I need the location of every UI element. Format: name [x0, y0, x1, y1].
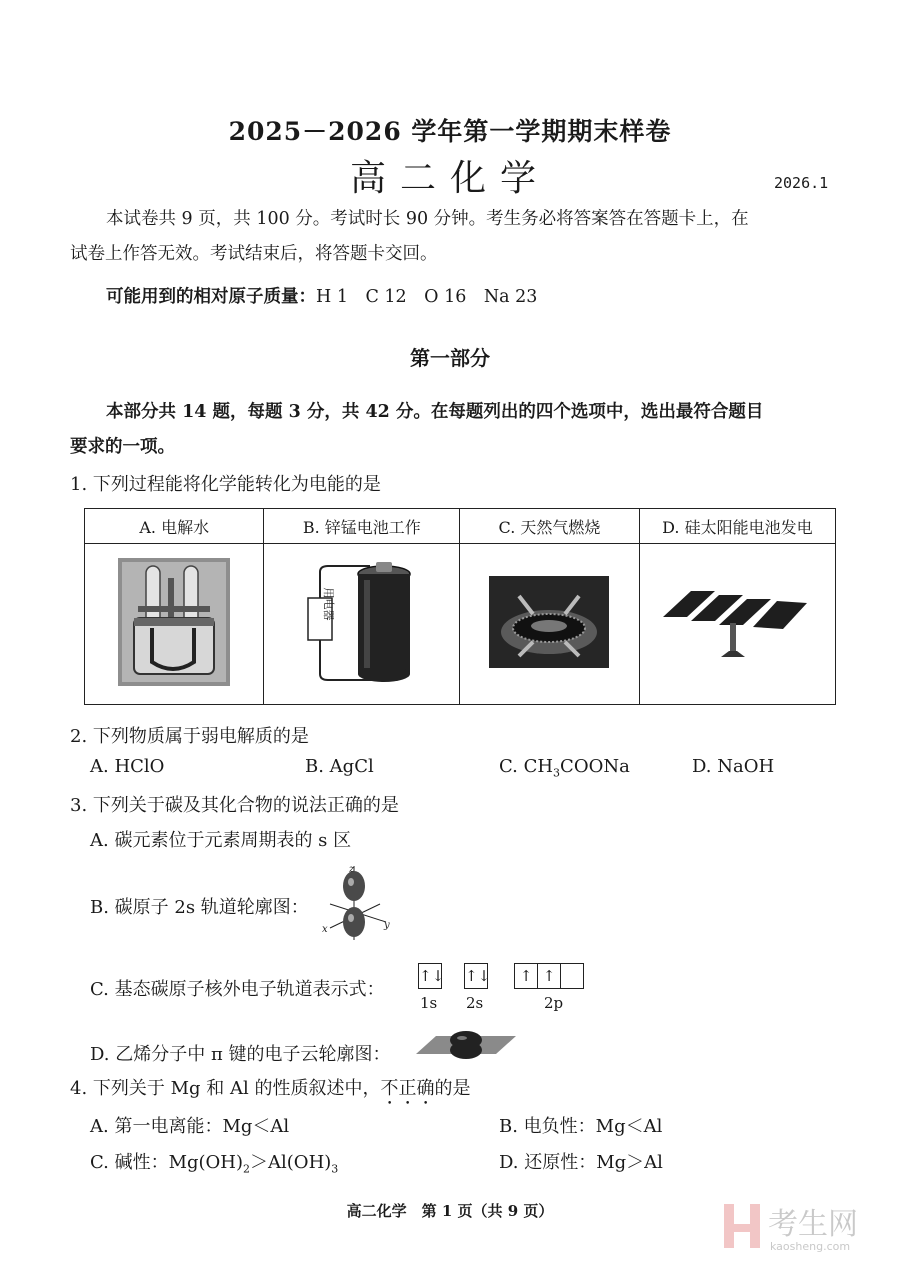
- atomic-masses-values: H 1 C 12 O 16 Na 23: [316, 287, 538, 307]
- orbital-2p-group: [514, 963, 584, 989]
- orbital-2s-label: 2s: [466, 994, 484, 1012]
- orbital-2s-box: ↑↓: [464, 963, 488, 989]
- axis-x-label: x: [322, 924, 328, 935]
- q4-stem-suffix: 的是: [434, 1078, 471, 1099]
- q4-c-prefix: C. 碱性：Mg(OH): [90, 1152, 244, 1173]
- watermark-logo-icon: [724, 1204, 760, 1248]
- atomic-masses-label: 可能用到的相对原子质量：: [106, 287, 316, 307]
- axis-z-label: z: [349, 864, 355, 875]
- watermark-brand: 考生网: [768, 1207, 858, 1242]
- q4-stem-emphasis: 不正确: [380, 1078, 435, 1099]
- pi-bond-diagram: [416, 1024, 516, 1064]
- q1-option-b: B. 锌锰电池工作: [264, 509, 460, 544]
- electrolysis-image: [85, 544, 264, 705]
- orbital-2s-group: [464, 963, 491, 989]
- question-4-stem: [70, 1074, 471, 1109]
- watermark-url: kaosheng.com: [770, 1240, 851, 1253]
- q4-c-sub1: 2: [243, 1162, 251, 1176]
- q4-option-a: A. 第一电离能：Mg＜Al: [90, 1116, 290, 1137]
- q3-option-c: C. 基态碳原子核外电子轨道表示式：: [90, 979, 385, 1000]
- atomic-masses: [70, 280, 876, 315]
- exam-date: 2026.1: [774, 174, 829, 192]
- q3-option-a: A. 碳元素位于元素周期表的 s 区: [90, 830, 352, 851]
- page-footer: 高二化学 第 1 页（共 9 页）: [346, 1202, 554, 1220]
- q2-c-sub: 3: [553, 766, 561, 780]
- q2-c-suffix: COONa: [560, 756, 630, 777]
- q2-c-prefix: C. CH: [499, 756, 554, 777]
- q1-option-d: D. 硅太阳能电池发电: [639, 509, 835, 544]
- orbital-2p-box-1: ↑: [514, 963, 538, 989]
- q3-option-d: D. 乙烯分子中 π 键的电子云轮廓图：: [90, 1044, 391, 1065]
- q4-option-b: B. 电负性：Mg＜Al: [499, 1116, 663, 1137]
- part-instruction-2: 要求的一项。: [70, 437, 175, 457]
- part-heading: 第一部分: [410, 346, 490, 370]
- q3-option-b: B. 碳原子 2s 轨道轮廓图：: [90, 897, 309, 918]
- q4-c-mid: ＞Al(OH): [250, 1152, 332, 1173]
- battery-circuit-image: [264, 544, 460, 705]
- q4-option-c: [90, 1148, 338, 1176]
- q2-option-c: [499, 756, 630, 780]
- part-instruction-1: 本部分共 14 题，每题 3 分，共 42 分。在每题列出的四个选项中，选出最符合题目: [106, 402, 764, 422]
- q4-option-d: D. 还原性：Mg＞Al: [499, 1152, 663, 1173]
- question-1-table: [84, 508, 836, 705]
- q2-option-b: B. AgCl: [305, 756, 374, 777]
- q4-c-sub2: 3: [331, 1162, 339, 1176]
- watermark: [722, 1198, 882, 1262]
- orbital-2p-box-2: ↑: [538, 963, 561, 989]
- orbital-2p-box-3: [561, 963, 584, 989]
- device-label: 用电器: [321, 587, 335, 621]
- orbital-1s-box: ↑↓: [418, 963, 442, 989]
- orbital-2p-label: 2p: [544, 994, 564, 1012]
- q2-option-a: A. HClO: [90, 756, 165, 777]
- q1-option-a: A. 电解水: [85, 509, 264, 544]
- q1-option-c: C. 天然气燃烧: [460, 509, 640, 544]
- subject-title: 高二化学: [349, 158, 550, 199]
- exam-title: 2025－2026 学年第一学期期末样卷: [228, 117, 672, 146]
- question-2-stem: 2. 下列物质属于弱电解质的是: [70, 726, 309, 747]
- q4-stem-prefix: 4. 下列关于 Mg 和 Al 的性质叙述中，: [70, 1078, 381, 1099]
- question-3-stem: 3. 下列关于碳及其化合物的说法正确的是: [70, 795, 399, 816]
- intro-line-2: 试卷上作答无效。考试结束后，将答题卡交回。: [70, 244, 438, 264]
- axis-y-label: y: [384, 920, 390, 931]
- q2-option-d: D. NaOH: [692, 756, 775, 777]
- solar-panel-image: [639, 544, 835, 705]
- orbital-diagram: [418, 963, 445, 989]
- dumbbell-orbital-diagram: [320, 860, 396, 944]
- orbital-1s-label: 1s: [420, 994, 438, 1012]
- question-1-stem: 1. 下列过程能将化学能转化为电能的是: [70, 474, 381, 495]
- gas-flame-image: [460, 544, 640, 705]
- intro-line-1: 本试卷共 9 页，共 100 分。考试时长 90 分钟。考生务必将答案答在答题卡上，在: [106, 209, 749, 229]
